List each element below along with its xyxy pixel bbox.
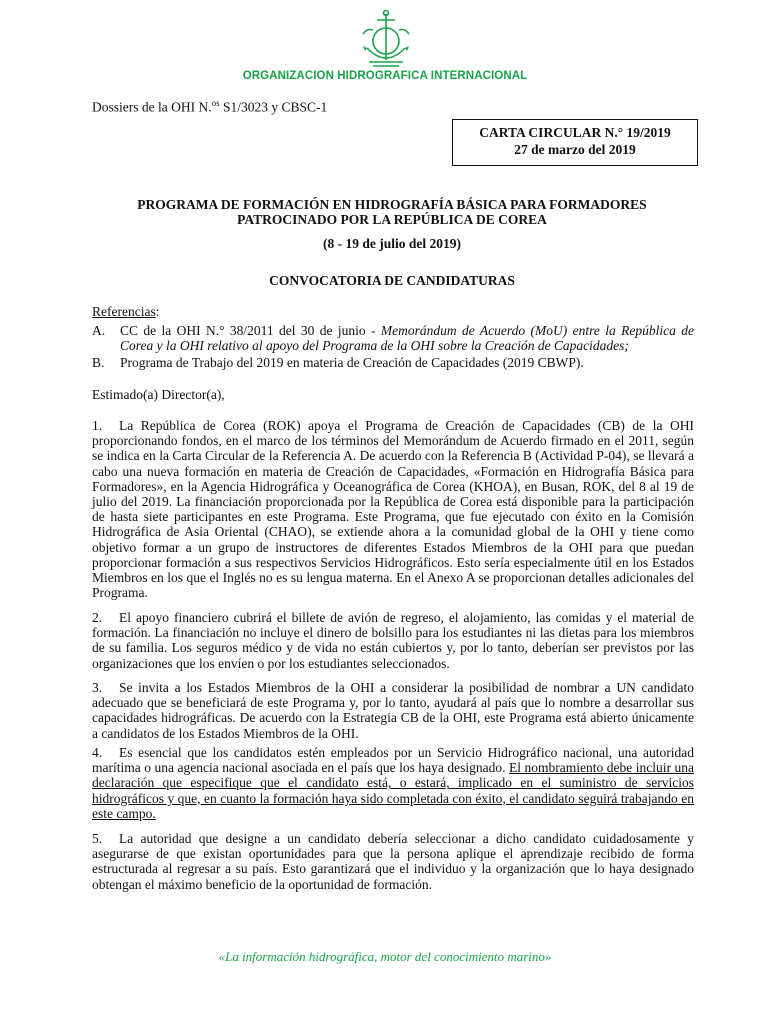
- ihos-anchor-emblem-icon: [357, 8, 415, 70]
- salutation: Estimado(a) Director(a),: [92, 387, 225, 402]
- circular-number: CARTA CIRCULAR N.° 19/2019: [479, 125, 671, 140]
- paragraph-number: 3.: [92, 680, 103, 695]
- reference-item-b: [92, 355, 694, 370]
- paragraph-number: 5.: [92, 831, 103, 846]
- program-dates: (8 - 19 de julio del 2019): [323, 236, 461, 251]
- reference-letter: B.: [92, 355, 105, 370]
- paragraph-underlined-text: El nombramiento debe incluir una declaración que especifique que el candidato está, o estará, implicado en el suministro de servicios hidrográficos y que, en cuanto la formación haya sido completada con éxito, el candidato seguirá trabajando en este campo.: [92, 760, 694, 821]
- paragraph-5: [92, 831, 694, 892]
- paragraph-1: [92, 418, 694, 600]
- dossier-superscript: os: [211, 98, 220, 108]
- title-line-2: PATROCINADO POR LA REPÚBLICA DE COREA: [237, 212, 547, 227]
- paragraph-number: 4.: [92, 745, 103, 760]
- dossier-prefix: Dossiers de la OHI N.: [92, 99, 212, 115]
- paragraph-text: La autoridad que designe a un candidato debería seleccionar a dicho candidato cuidadosamente y asegurarse de que existan oportunidades para que la persona aplique el aprendizaje recibido de forma estructurada al regresar a su país. Esto garantizará que el individuo y la organización que lo haya designado obtengan el máximo beneficio de la oportunidad de formación.: [92, 831, 694, 892]
- paragraph-text: Se invita a los Estados Miembros de la OHI a considerar la posibilidad de nombrar a UN candidato adecuado que se beneficiará de este Programa y, por lo tanto, ayudará al país que lo nombre a desarrollar sus capacidades hidrográficas. De acuerdo con la Estrategia CB de la OHI, este Programa está abierto únicamente a candidatos de los Estados Miembros de la OHI.: [92, 680, 694, 741]
- references-label: Referencias: [92, 304, 156, 319]
- dossier-suffix: S1/3023 y CBSC-1: [219, 99, 328, 115]
- reference-item-a: [92, 323, 694, 353]
- title-line-1: PROGRAMA DE FORMACIÓN EN HIDROGRAFÍA BÁSICA PARA FORMADORES: [137, 197, 647, 212]
- references-colon: :: [155, 304, 160, 319]
- paragraph-text: El apoyo financiero cubrirá el billete de avión de regreso, el alojamiento, las comidas y el material de formación. La financiación no incluye el dinero de bolsillo para los estudiantes ni las dietas para los miembros de su familia. Los seguros médico y de vida no están cubiertos y, por lo tanto, deberían ser previstos por las organizaciones que los envíen o por los estudiantes seleccionados.: [92, 610, 694, 671]
- reference-text: Programa de Trabajo del 2019 en materia de Creación de Capacidades (2019 CBWP).: [120, 355, 584, 370]
- footer-motto: «La información hidrográfica, motor del conocimiento marino»: [218, 949, 552, 964]
- paragraph-text: La República de Corea (ROK) apoya el Programa de Creación de Capacidades (CB) de la OHI proporcionando fondos, en el marco de los términos del Memorándum de Acuerdo firmado en el 2011, según se indica en la Carta Circular de la Referencia A. De acuerdo con la Referencia B (Actividad P-04), se llevará a cabo una nueva formación en materia de Creación de Capacidades, «Formación en Hidrografía Básica para Formadores», en la Agencia Hidrográfica y Oceanográfica de Corea (KHOA), en Busan, ROK, del 8 al 19 de julio del 2019. La financiación proporcionada por la República de Corea está disponible para la participación de hasta siete participantes en este Programa. Este Programa, que fue ejecutado con éxito en la Comisión Hidrográfica de Asia Oriental (CHAO), se extiende ahora a la comunidad global de la OHI y tiene como objetivo formar a un grupo de instructores de diferentes Estados Miembros de la OHI para que puedan proporcionar formación a sus respectivos Servicios Hidrográficos. Esto sería especialmente útil en los Estados Miembros en los que el Inglés no es su lengua materna. En el Anexo A se proporcionan detalles adicionales del Programa.: [92, 418, 694, 601]
- paragraph-2: [92, 610, 694, 671]
- dossier-reference: [92, 98, 327, 116]
- reference-text: CC de la OHI N.° 38/2011 del 30 de junio -: [120, 323, 381, 338]
- paragraph-number: 2.: [92, 610, 103, 625]
- paragraph-3: [92, 680, 694, 741]
- circular-letter-box: [452, 119, 698, 166]
- reference-title: Memorándum de Acuerdo (MoU) entre la República de Corea y la OHI relativo al apoyo del Programa de la OHI sobre la Creación de Capacidades;: [120, 323, 694, 353]
- organization-name: ORGANIZACION HIDROGRAFICA INTERNACIONAL: [242, 70, 528, 82]
- call-for-candidates-heading: CONVOCATORIA DE CANDIDATURAS: [269, 273, 515, 288]
- reference-letter: A.: [92, 323, 106, 338]
- paragraph-4: [92, 745, 694, 821]
- paragraph-text: Es esencial que los candidatos estén empleados por un Servicio Hidrográfico nacional, una autoridad marítima o una agencia nacional asociada en el país que los haya designado.: [92, 745, 694, 776]
- paragraph-number: 1.: [92, 418, 103, 433]
- circular-date: 27 de marzo del 2019: [514, 142, 636, 157]
- document-title: [92, 197, 692, 227]
- references-heading: [92, 304, 159, 320]
